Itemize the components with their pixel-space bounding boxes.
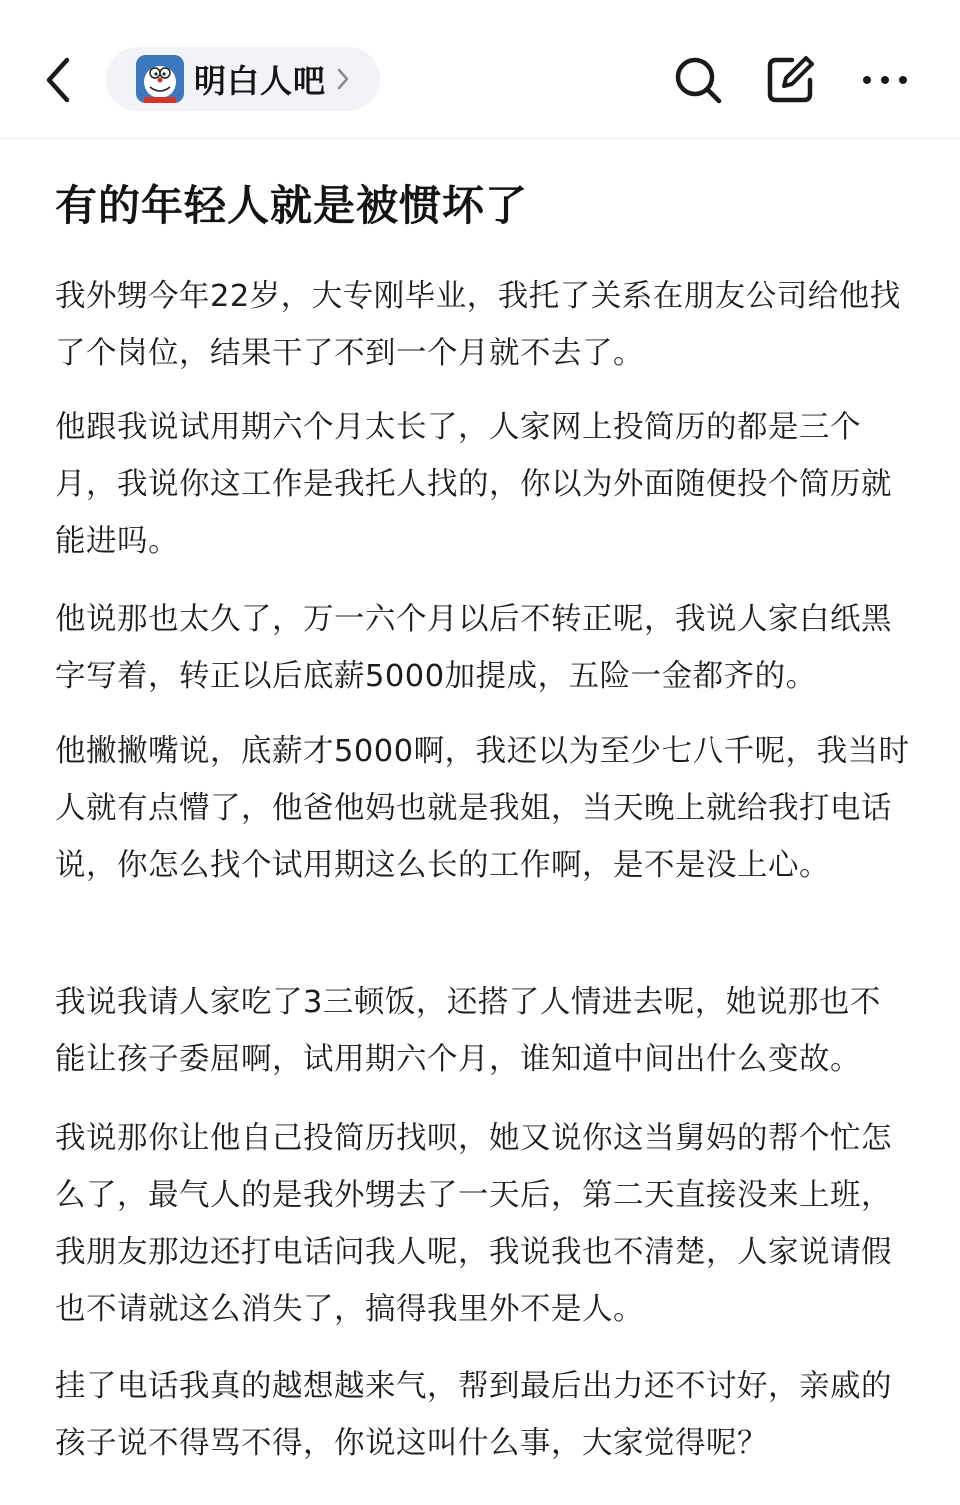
post-paragraph: 他说那也太久了，万一六个月以后不转正呢，我说人家白纸黑字写着，转正以后底薪5000加提成，五险一金都齐的。 xyxy=(55,602,892,694)
post-paragraph: 挂了电话我真的越想越来气，帮到最后出力还不讨好，亲戚的孩子说不得骂不得，你说这叫什么事，大家觉得呢？ xyxy=(55,1369,892,1461)
forum-name: 明白人吧 xyxy=(194,62,327,100)
post-title: 有的年轻人就是被惯坏了 xyxy=(55,181,529,230)
more-button[interactable] xyxy=(857,52,913,108)
chevron-left-icon xyxy=(43,56,73,104)
more-icon xyxy=(859,54,911,106)
top-bar xyxy=(0,0,960,139)
search-icon xyxy=(672,54,724,106)
edit-icon xyxy=(764,54,816,106)
post-paragraph: 我说那你让他自己投简历找呗，她又说你这当舅妈的帮个忙怎么了，最气人的是我外甥去了一天后，第二天直接没来上班，我朋友那边还打电话问我人呢，我说我也不清楚，人家说请假也不请就这么消失了，搞得我里外不是人。 xyxy=(55,1121,892,1327)
chevron-right-icon xyxy=(336,67,350,91)
back-button[interactable] xyxy=(30,50,86,110)
post-paragraph: 我外甥今年22岁，大专刚毕业，我托了关系在朋友公司给他找了个岗位，结果干了不到一个月就不去了。 xyxy=(55,279,901,371)
post-paragraph: 我说我请人家吃了3三顿饭，还搭了人情进去呢，她说那也不能让孩子委屈啊，试用期六个月，谁知道中间出什么变故。 xyxy=(55,985,881,1077)
post-paragraph: 他跟我说试用期六个月太长了，人家网上投简历的都是三个月，我说你这工作是我托人找的，你以为外面随便投个简历就能进吗。 xyxy=(55,410,892,559)
forum-link[interactable] xyxy=(106,47,380,111)
edit-button[interactable] xyxy=(762,52,818,108)
forum-avatar xyxy=(136,55,184,103)
post-paragraph: 他撇撇嘴说，底薪才5000啊，我还以为至少七八千呢，我当时人就有点懵了，他爸他妈也就是我姐，当天晚上就给我打电话说，你怎么找个试用期这么长的工作啊，是不是没上心。 xyxy=(55,734,910,883)
search-button[interactable] xyxy=(670,52,726,108)
